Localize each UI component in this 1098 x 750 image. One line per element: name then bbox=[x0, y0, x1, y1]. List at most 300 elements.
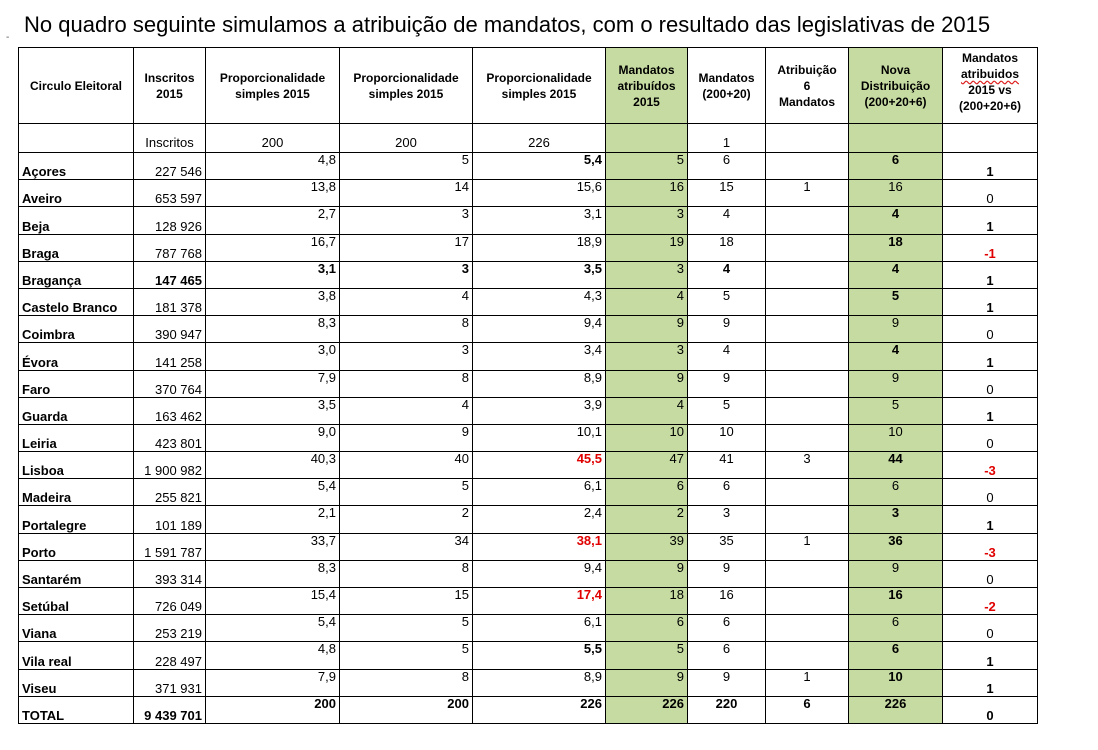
cell-c5-value: 5 bbox=[676, 152, 684, 167]
cell-c7-value: 1 bbox=[803, 533, 811, 548]
sub-c9 bbox=[943, 124, 1038, 153]
cell-c0 bbox=[19, 615, 134, 642]
cell-c9-value: 0 bbox=[986, 327, 994, 343]
table-row bbox=[19, 588, 1038, 615]
cell-c0 bbox=[19, 560, 134, 587]
cell-c2 bbox=[206, 588, 340, 615]
cell-c1-value: 393 314 bbox=[155, 572, 202, 587]
cell-c5-value: 6 bbox=[676, 478, 684, 494]
cell-c3-value: 40 bbox=[454, 451, 469, 467]
cell-c8-value: 44 bbox=[888, 451, 903, 467]
cell-c9-value: 1 bbox=[986, 164, 994, 180]
subheader-row bbox=[19, 124, 1038, 153]
cell-c4-value: 2,4 bbox=[583, 505, 602, 521]
cell-c1-value: 653 597 bbox=[155, 191, 202, 207]
cell-c0 bbox=[19, 533, 134, 560]
cell-c5 bbox=[606, 316, 688, 343]
cell-c2 bbox=[206, 669, 340, 696]
cell-c2-value: 3,0 bbox=[317, 342, 336, 358]
table-row bbox=[19, 479, 1038, 506]
cell-c5 bbox=[606, 397, 688, 424]
cell-c4 bbox=[473, 288, 606, 315]
cell-c4-value: 17,4 bbox=[576, 587, 602, 602]
cell-c2-value: 33,7 bbox=[310, 533, 336, 548]
table-row bbox=[19, 316, 1038, 343]
sub-c4: 226 bbox=[473, 124, 606, 153]
cell-c6-value: 9 bbox=[722, 315, 731, 331]
cell-c5 bbox=[606, 588, 688, 615]
cell-c1-value: 787 768 bbox=[155, 245, 202, 261]
cell-c1 bbox=[134, 588, 206, 615]
cell-c8-value: 36 bbox=[888, 533, 903, 548]
cell-c0-value: Madeira bbox=[22, 490, 72, 506]
cell-c7 bbox=[766, 261, 849, 288]
cell-c4-value: 8,9 bbox=[583, 370, 602, 385]
cell-c8-value: 6 bbox=[891, 152, 900, 167]
cell-c2-value: 16,7 bbox=[310, 234, 336, 249]
cell-c8-value: 16 bbox=[888, 587, 903, 602]
cell-c8 bbox=[849, 479, 943, 506]
cell-c2 bbox=[206, 397, 340, 424]
cell-c9 bbox=[943, 288, 1038, 315]
cell-c1-value: 253 219 bbox=[155, 626, 202, 642]
cell-c0-value: Viseu bbox=[22, 680, 57, 696]
cell-c1 bbox=[134, 316, 206, 343]
cell-c4 bbox=[473, 397, 606, 424]
cell-c8 bbox=[849, 397, 943, 424]
cell-c9-value: 1 bbox=[986, 408, 994, 424]
cell-c7 bbox=[766, 588, 849, 615]
cell-c0 bbox=[19, 234, 134, 261]
cell-c0 bbox=[19, 642, 134, 669]
cell-c9 bbox=[943, 397, 1038, 424]
cell-c0-value: Portalegre bbox=[22, 517, 87, 533]
cell-c5 bbox=[606, 452, 688, 479]
cell-c4 bbox=[473, 642, 606, 669]
cell-c7 bbox=[766, 424, 849, 451]
cell-c9 bbox=[943, 506, 1038, 533]
table-row bbox=[19, 642, 1038, 669]
cell-c6 bbox=[688, 153, 766, 180]
cell-c2 bbox=[206, 506, 340, 533]
cell-c7 bbox=[766, 560, 849, 587]
cell-c3 bbox=[340, 397, 473, 424]
cell-c9-value: -3 bbox=[984, 544, 996, 560]
cell-c0-value: Açores bbox=[22, 164, 67, 180]
cell-c3 bbox=[340, 506, 473, 533]
sub-c0 bbox=[19, 124, 134, 153]
cell-c8-value: 16 bbox=[888, 179, 903, 195]
cell-c8 bbox=[849, 533, 943, 560]
cell-c8 bbox=[849, 370, 943, 397]
cell-c8 bbox=[849, 288, 943, 315]
cell-c1-value: 9 439 701 bbox=[144, 707, 202, 723]
cell-c2-value: 3,1 bbox=[317, 261, 336, 276]
cell-c5-value: 47 bbox=[669, 451, 684, 467]
cell-c6-value: 6 bbox=[722, 614, 731, 630]
cell-c4 bbox=[473, 261, 606, 288]
cell-c8 bbox=[849, 207, 943, 234]
cell-c1-value: 141 258 bbox=[155, 354, 202, 370]
cell-c8 bbox=[849, 642, 943, 669]
header-circulo: Circulo Eleitoral bbox=[19, 48, 134, 124]
cell-c9-value: 1 bbox=[986, 680, 994, 696]
cell-c1 bbox=[134, 343, 206, 370]
cell-c7-value: 3 bbox=[803, 451, 811, 467]
cell-c4-value: 38,1 bbox=[576, 533, 602, 548]
cell-c6-value: 15 bbox=[719, 179, 734, 195]
cell-c5 bbox=[606, 343, 688, 370]
cell-c2-value: 7,9 bbox=[317, 669, 336, 684]
cell-c7 bbox=[766, 615, 849, 642]
sub-c8 bbox=[849, 124, 943, 153]
cell-c1 bbox=[134, 207, 206, 234]
cell-c5 bbox=[606, 288, 688, 315]
cell-c3-value: 34 bbox=[454, 533, 469, 548]
cell-c6-value: 18 bbox=[719, 234, 734, 249]
cell-c7 bbox=[766, 479, 849, 506]
cell-c9 bbox=[943, 261, 1038, 288]
cell-c4 bbox=[473, 560, 606, 587]
table-row bbox=[19, 370, 1038, 397]
cell-c5-value: 4 bbox=[676, 288, 684, 303]
cell-c1 bbox=[134, 696, 206, 723]
table-row bbox=[19, 397, 1038, 424]
cell-c4-value: 45,5 bbox=[576, 451, 602, 467]
cell-c3 bbox=[340, 588, 473, 615]
cell-c2-value: 2,1 bbox=[317, 505, 336, 521]
cell-c7 bbox=[766, 234, 849, 261]
cell-c3 bbox=[340, 261, 473, 288]
total-row bbox=[19, 696, 1038, 723]
table-row bbox=[19, 153, 1038, 180]
cell-c5-value: 9 bbox=[676, 370, 684, 385]
cell-c3-value: 14 bbox=[454, 179, 469, 195]
cell-c8-value: 4 bbox=[891, 261, 900, 276]
header-atribuicao-6: Atribuição 6 Mandatos bbox=[766, 48, 849, 124]
cell-c4-value: 6,1 bbox=[583, 614, 602, 630]
cell-c3-value: 5 bbox=[461, 641, 469, 657]
cell-c7 bbox=[766, 506, 849, 533]
cell-c0-value: TOTAL bbox=[22, 707, 65, 723]
cell-c4-value: 10,1 bbox=[576, 424, 602, 439]
cell-c6-value: 5 bbox=[722, 397, 731, 412]
table-row bbox=[19, 424, 1038, 451]
cell-c2 bbox=[206, 560, 340, 587]
cell-c8-value: 6 bbox=[891, 614, 900, 630]
cell-c0-value: Porto bbox=[22, 544, 56, 560]
cell-c1-value: 163 462 bbox=[155, 408, 202, 424]
cell-c5-value: 3 bbox=[676, 261, 684, 276]
cell-c7 bbox=[766, 288, 849, 315]
cell-c5 bbox=[606, 669, 688, 696]
sub-c1: Inscritos bbox=[134, 124, 206, 153]
cell-c1-value: 370 764 bbox=[155, 381, 202, 397]
table-row bbox=[19, 452, 1038, 479]
cell-c9 bbox=[943, 370, 1038, 397]
cell-c4 bbox=[473, 696, 606, 723]
cell-c2 bbox=[206, 452, 340, 479]
cell-c3 bbox=[340, 343, 473, 370]
cell-c4 bbox=[473, 588, 606, 615]
cell-c3 bbox=[340, 288, 473, 315]
cell-c2-value: 3,8 bbox=[317, 288, 336, 303]
cell-c2 bbox=[206, 370, 340, 397]
cell-c2 bbox=[206, 343, 340, 370]
cell-c6 bbox=[688, 669, 766, 696]
cell-c9 bbox=[943, 180, 1038, 207]
sub-c6: 1 bbox=[688, 124, 766, 153]
cell-c9-value: 1 bbox=[986, 517, 994, 533]
table-row bbox=[19, 234, 1038, 261]
cell-c1-value: 1 591 787 bbox=[144, 544, 202, 560]
cell-c8-value: 4 bbox=[891, 206, 900, 222]
cell-c1 bbox=[134, 180, 206, 207]
cell-c8-value: 226 bbox=[884, 696, 907, 711]
cell-c9 bbox=[943, 669, 1038, 696]
cell-c1 bbox=[134, 424, 206, 451]
table-row bbox=[19, 288, 1038, 315]
cell-c0 bbox=[19, 669, 134, 696]
cell-c7 bbox=[766, 180, 849, 207]
cell-c5 bbox=[606, 153, 688, 180]
cell-c5 bbox=[606, 234, 688, 261]
table-row bbox=[19, 506, 1038, 533]
cell-c9 bbox=[943, 533, 1038, 560]
cell-c1 bbox=[134, 288, 206, 315]
cell-c0-value: Guarda bbox=[22, 408, 68, 424]
header-prop-200b: Proporcionalidade simples 2015 bbox=[340, 48, 473, 124]
cell-c0-value: Bragança bbox=[22, 272, 82, 288]
cell-c2-value: 40,3 bbox=[310, 451, 336, 467]
header-nova-distribuicao: Nova Distribuição (200+20+6) bbox=[849, 48, 943, 124]
cell-c0-value: Leiria bbox=[22, 436, 57, 452]
cell-c2 bbox=[206, 479, 340, 506]
cell-c3 bbox=[340, 370, 473, 397]
cell-c5-value: 2 bbox=[676, 505, 684, 521]
cell-c4-value: 9,4 bbox=[583, 315, 602, 331]
cell-c2-value: 4,8 bbox=[317, 641, 336, 657]
cell-c8-value: 4 bbox=[891, 342, 900, 358]
cell-c1-value: 181 378 bbox=[155, 300, 202, 316]
cell-c2-value: 4,8 bbox=[317, 152, 336, 167]
cell-c3-value: 3 bbox=[461, 206, 469, 222]
cell-c0 bbox=[19, 343, 134, 370]
cell-c7-value: 1 bbox=[803, 179, 811, 195]
cell-c7 bbox=[766, 696, 849, 723]
cell-c8-value: 5 bbox=[891, 288, 900, 303]
cell-c8-value: 6 bbox=[891, 478, 900, 494]
page-title: No quadro seguinte simulamos a atribuição de mandatos, com o resultado das legislativas de 2015 bbox=[24, 12, 991, 37]
cell-c4-value: 18,9 bbox=[576, 234, 602, 249]
table-row bbox=[19, 207, 1038, 234]
cell-c1-value: 371 931 bbox=[155, 680, 202, 696]
cell-c1 bbox=[134, 153, 206, 180]
cell-c6 bbox=[688, 479, 766, 506]
cell-c5-value: 10 bbox=[669, 424, 684, 439]
cell-c6-value: 41 bbox=[719, 451, 734, 467]
cell-c1-value: 1 900 982 bbox=[144, 463, 202, 479]
cell-c3 bbox=[340, 479, 473, 506]
cell-c6 bbox=[688, 316, 766, 343]
cell-c9 bbox=[943, 153, 1038, 180]
cell-c0 bbox=[19, 316, 134, 343]
cell-c3-value: 5 bbox=[461, 478, 469, 494]
cell-c4-value: 3,4 bbox=[583, 342, 602, 358]
cell-c6-value: 6 bbox=[722, 641, 731, 657]
cell-c6 bbox=[688, 452, 766, 479]
cell-c1 bbox=[134, 669, 206, 696]
header-inscritos: Inscritos 2015 bbox=[134, 48, 206, 124]
cell-c5-value: 39 bbox=[669, 533, 684, 548]
cell-c5 bbox=[606, 533, 688, 560]
cell-c0 bbox=[19, 479, 134, 506]
cell-c3-value: 4 bbox=[461, 397, 469, 412]
cell-c8 bbox=[849, 588, 943, 615]
cell-c6-value: 6 bbox=[722, 478, 731, 494]
cell-c8-value: 9 bbox=[891, 315, 900, 331]
cell-c6 bbox=[688, 615, 766, 642]
cell-c6-value: 10 bbox=[719, 424, 734, 439]
cell-c8 bbox=[849, 153, 943, 180]
cell-c1 bbox=[134, 642, 206, 669]
cell-c5 bbox=[606, 370, 688, 397]
cell-c9-value: 1 bbox=[986, 218, 994, 234]
cell-c3-value: 2 bbox=[461, 505, 469, 521]
cell-c2-value: 9,0 bbox=[317, 424, 336, 439]
cell-c9-value: 0 bbox=[986, 191, 994, 207]
cell-c0 bbox=[19, 153, 134, 180]
cell-c9 bbox=[943, 234, 1038, 261]
cell-c7 bbox=[766, 316, 849, 343]
header-diff: Mandatos atribuidos 2015 vs (200+20+6) bbox=[943, 48, 1038, 124]
cell-c5-value: 9 bbox=[676, 560, 684, 575]
table-row bbox=[19, 180, 1038, 207]
cell-c1-value: 423 801 bbox=[155, 436, 202, 452]
cell-c5-value: 6 bbox=[676, 614, 684, 630]
cell-c4-value: 3,5 bbox=[583, 261, 602, 276]
cell-c9 bbox=[943, 696, 1038, 723]
header-mandatos-2015: Mandatos atribuídos 2015 bbox=[606, 48, 688, 124]
cell-c3-value: 4 bbox=[461, 288, 469, 303]
cell-c3-value: 8 bbox=[461, 315, 469, 331]
cell-c4-value: 9,4 bbox=[583, 560, 602, 575]
cell-c8-value: 3 bbox=[891, 505, 900, 521]
cell-c8-value: 10 bbox=[888, 669, 903, 684]
cell-c5-value: 226 bbox=[662, 696, 684, 711]
cell-c0 bbox=[19, 452, 134, 479]
cell-c2 bbox=[206, 234, 340, 261]
cell-c3 bbox=[340, 669, 473, 696]
sub-c7 bbox=[766, 124, 849, 153]
cell-c9 bbox=[943, 615, 1038, 642]
cell-c8-value: 9 bbox=[891, 560, 900, 575]
cell-c9 bbox=[943, 479, 1038, 506]
cell-c4 bbox=[473, 506, 606, 533]
cell-c8 bbox=[849, 615, 943, 642]
cell-c3-value: 3 bbox=[461, 261, 469, 276]
cell-c2 bbox=[206, 615, 340, 642]
cell-c2-value: 8,3 bbox=[317, 315, 336, 331]
cell-c0-value: Castelo Branco bbox=[22, 300, 118, 316]
cell-c0-value: Braga bbox=[22, 245, 59, 261]
cell-c9 bbox=[943, 316, 1038, 343]
cell-c3-value: 8 bbox=[461, 669, 469, 684]
cell-c5 bbox=[606, 479, 688, 506]
cell-c2 bbox=[206, 288, 340, 315]
table-row bbox=[19, 533, 1038, 560]
cell-c9-value: 0 bbox=[986, 381, 994, 397]
cell-c2-value: 8,3 bbox=[317, 560, 336, 575]
cell-c3 bbox=[340, 642, 473, 669]
cell-c4 bbox=[473, 669, 606, 696]
cell-c9-value: -2 bbox=[984, 599, 996, 615]
cell-c9 bbox=[943, 642, 1038, 669]
cell-c8 bbox=[849, 452, 943, 479]
cell-c8 bbox=[849, 343, 943, 370]
cell-c3-value: 5 bbox=[461, 152, 469, 167]
cell-c5-value: 9 bbox=[676, 315, 684, 331]
cell-c4 bbox=[473, 424, 606, 451]
cell-c0 bbox=[19, 397, 134, 424]
cell-c5-value: 3 bbox=[676, 206, 684, 222]
cell-c1 bbox=[134, 452, 206, 479]
cell-c0 bbox=[19, 696, 134, 723]
cell-c2 bbox=[206, 207, 340, 234]
cell-c9-value: 0 bbox=[986, 626, 994, 642]
cell-c2-value: 2,7 bbox=[317, 206, 336, 222]
cell-c0-value: Beja bbox=[22, 218, 50, 234]
table-row bbox=[19, 560, 1038, 587]
cell-c2-value: 3,5 bbox=[317, 397, 336, 412]
cell-c1 bbox=[134, 615, 206, 642]
cell-c0 bbox=[19, 288, 134, 315]
cell-c5-value: 5 bbox=[676, 641, 684, 657]
cell-c1 bbox=[134, 370, 206, 397]
cell-c6 bbox=[688, 180, 766, 207]
cell-c5-value: 4 bbox=[676, 397, 684, 412]
cell-c4-value: 5,5 bbox=[583, 641, 602, 657]
side-mark: - bbox=[6, 32, 10, 43]
cell-c3-value: 3 bbox=[461, 342, 469, 358]
cell-c5-value: 18 bbox=[669, 587, 684, 602]
cell-c6 bbox=[688, 696, 766, 723]
cell-c7 bbox=[766, 370, 849, 397]
cell-c4 bbox=[473, 316, 606, 343]
cell-c4-value: 3,9 bbox=[583, 397, 602, 412]
cell-c2-value: 200 bbox=[314, 696, 336, 711]
table-row bbox=[19, 615, 1038, 642]
cell-c3-value: 8 bbox=[461, 370, 469, 385]
cell-c4 bbox=[473, 533, 606, 560]
table-row bbox=[19, 669, 1038, 696]
cell-c5 bbox=[606, 615, 688, 642]
cell-c4 bbox=[473, 452, 606, 479]
header-mandatos-220: Mandatos (200+20) bbox=[688, 48, 766, 124]
cell-c3-value: 9 bbox=[461, 424, 469, 439]
cell-c0-value: Faro bbox=[22, 381, 51, 397]
cell-c1 bbox=[134, 234, 206, 261]
cell-c4 bbox=[473, 615, 606, 642]
cell-c9-value: 0 bbox=[986, 707, 994, 723]
header-row bbox=[19, 48, 1038, 124]
cell-c3 bbox=[340, 560, 473, 587]
cell-c6-value: 9 bbox=[722, 669, 731, 684]
cell-c3 bbox=[340, 533, 473, 560]
cell-c7 bbox=[766, 397, 849, 424]
cell-c5-value: 19 bbox=[669, 234, 684, 249]
cell-c6 bbox=[688, 560, 766, 587]
